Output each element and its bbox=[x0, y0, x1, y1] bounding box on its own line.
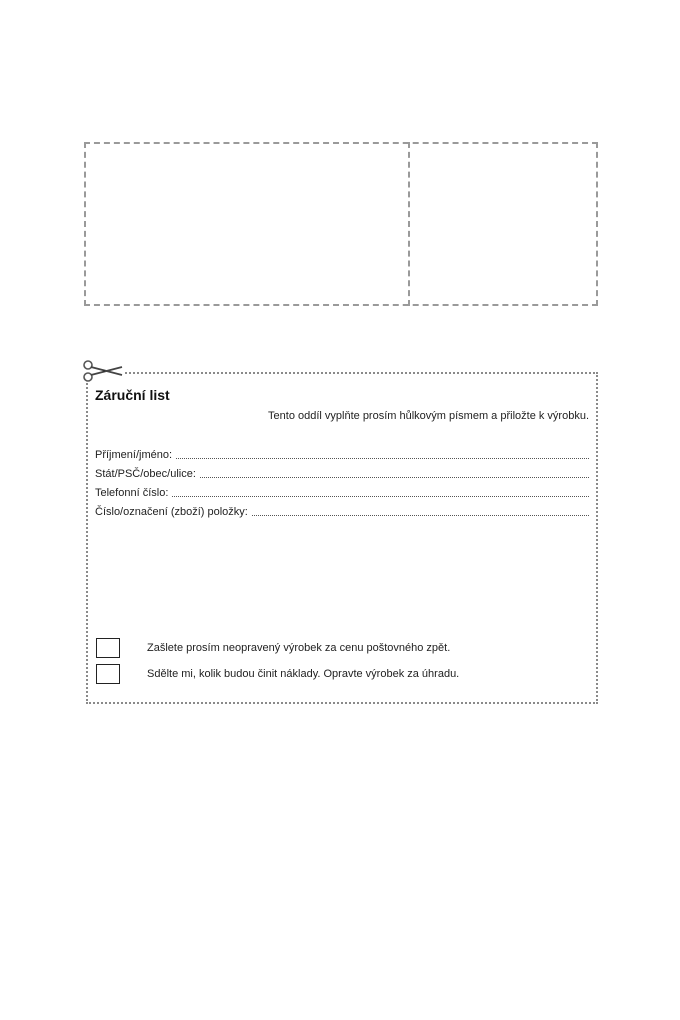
field-address-label: Stát/PSČ/obec/ulice: bbox=[95, 468, 196, 480]
option-return-label: Zašlete prosím neopravený výrobek za cenu poštovného zpět. bbox=[147, 642, 451, 654]
field-name-line[interactable] bbox=[176, 458, 589, 459]
field-address[interactable] bbox=[95, 465, 589, 481]
option-repair-checkbox[interactable] bbox=[96, 664, 120, 684]
address-box bbox=[84, 142, 598, 306]
field-item-number[interactable] bbox=[95, 503, 589, 519]
option-return-checkbox[interactable] bbox=[96, 638, 120, 658]
field-phone-label: Telefonní číslo: bbox=[95, 487, 169, 499]
field-item-number-label: Číslo/označení (zboží) položky: bbox=[95, 506, 248, 518]
field-name-label: Příjmení/jméno: bbox=[95, 449, 173, 461]
scissors-icon bbox=[82, 359, 124, 383]
field-phone[interactable] bbox=[95, 484, 589, 500]
field-address-line[interactable] bbox=[200, 477, 589, 478]
card-title: Záruční list bbox=[95, 387, 170, 403]
field-phone-line[interactable] bbox=[172, 496, 589, 497]
card-instruction: Tento oddíl vyplňte prosím hůlkovým písmem a přiložte k výrobku. bbox=[268, 410, 589, 422]
field-name[interactable] bbox=[95, 446, 589, 462]
option-repair-label: Sdělte mi, kolik budou činit náklady. Opravte výrobek za úhradu. bbox=[147, 668, 460, 680]
field-item-number-line[interactable] bbox=[252, 515, 589, 516]
address-box-divider bbox=[408, 142, 410, 306]
